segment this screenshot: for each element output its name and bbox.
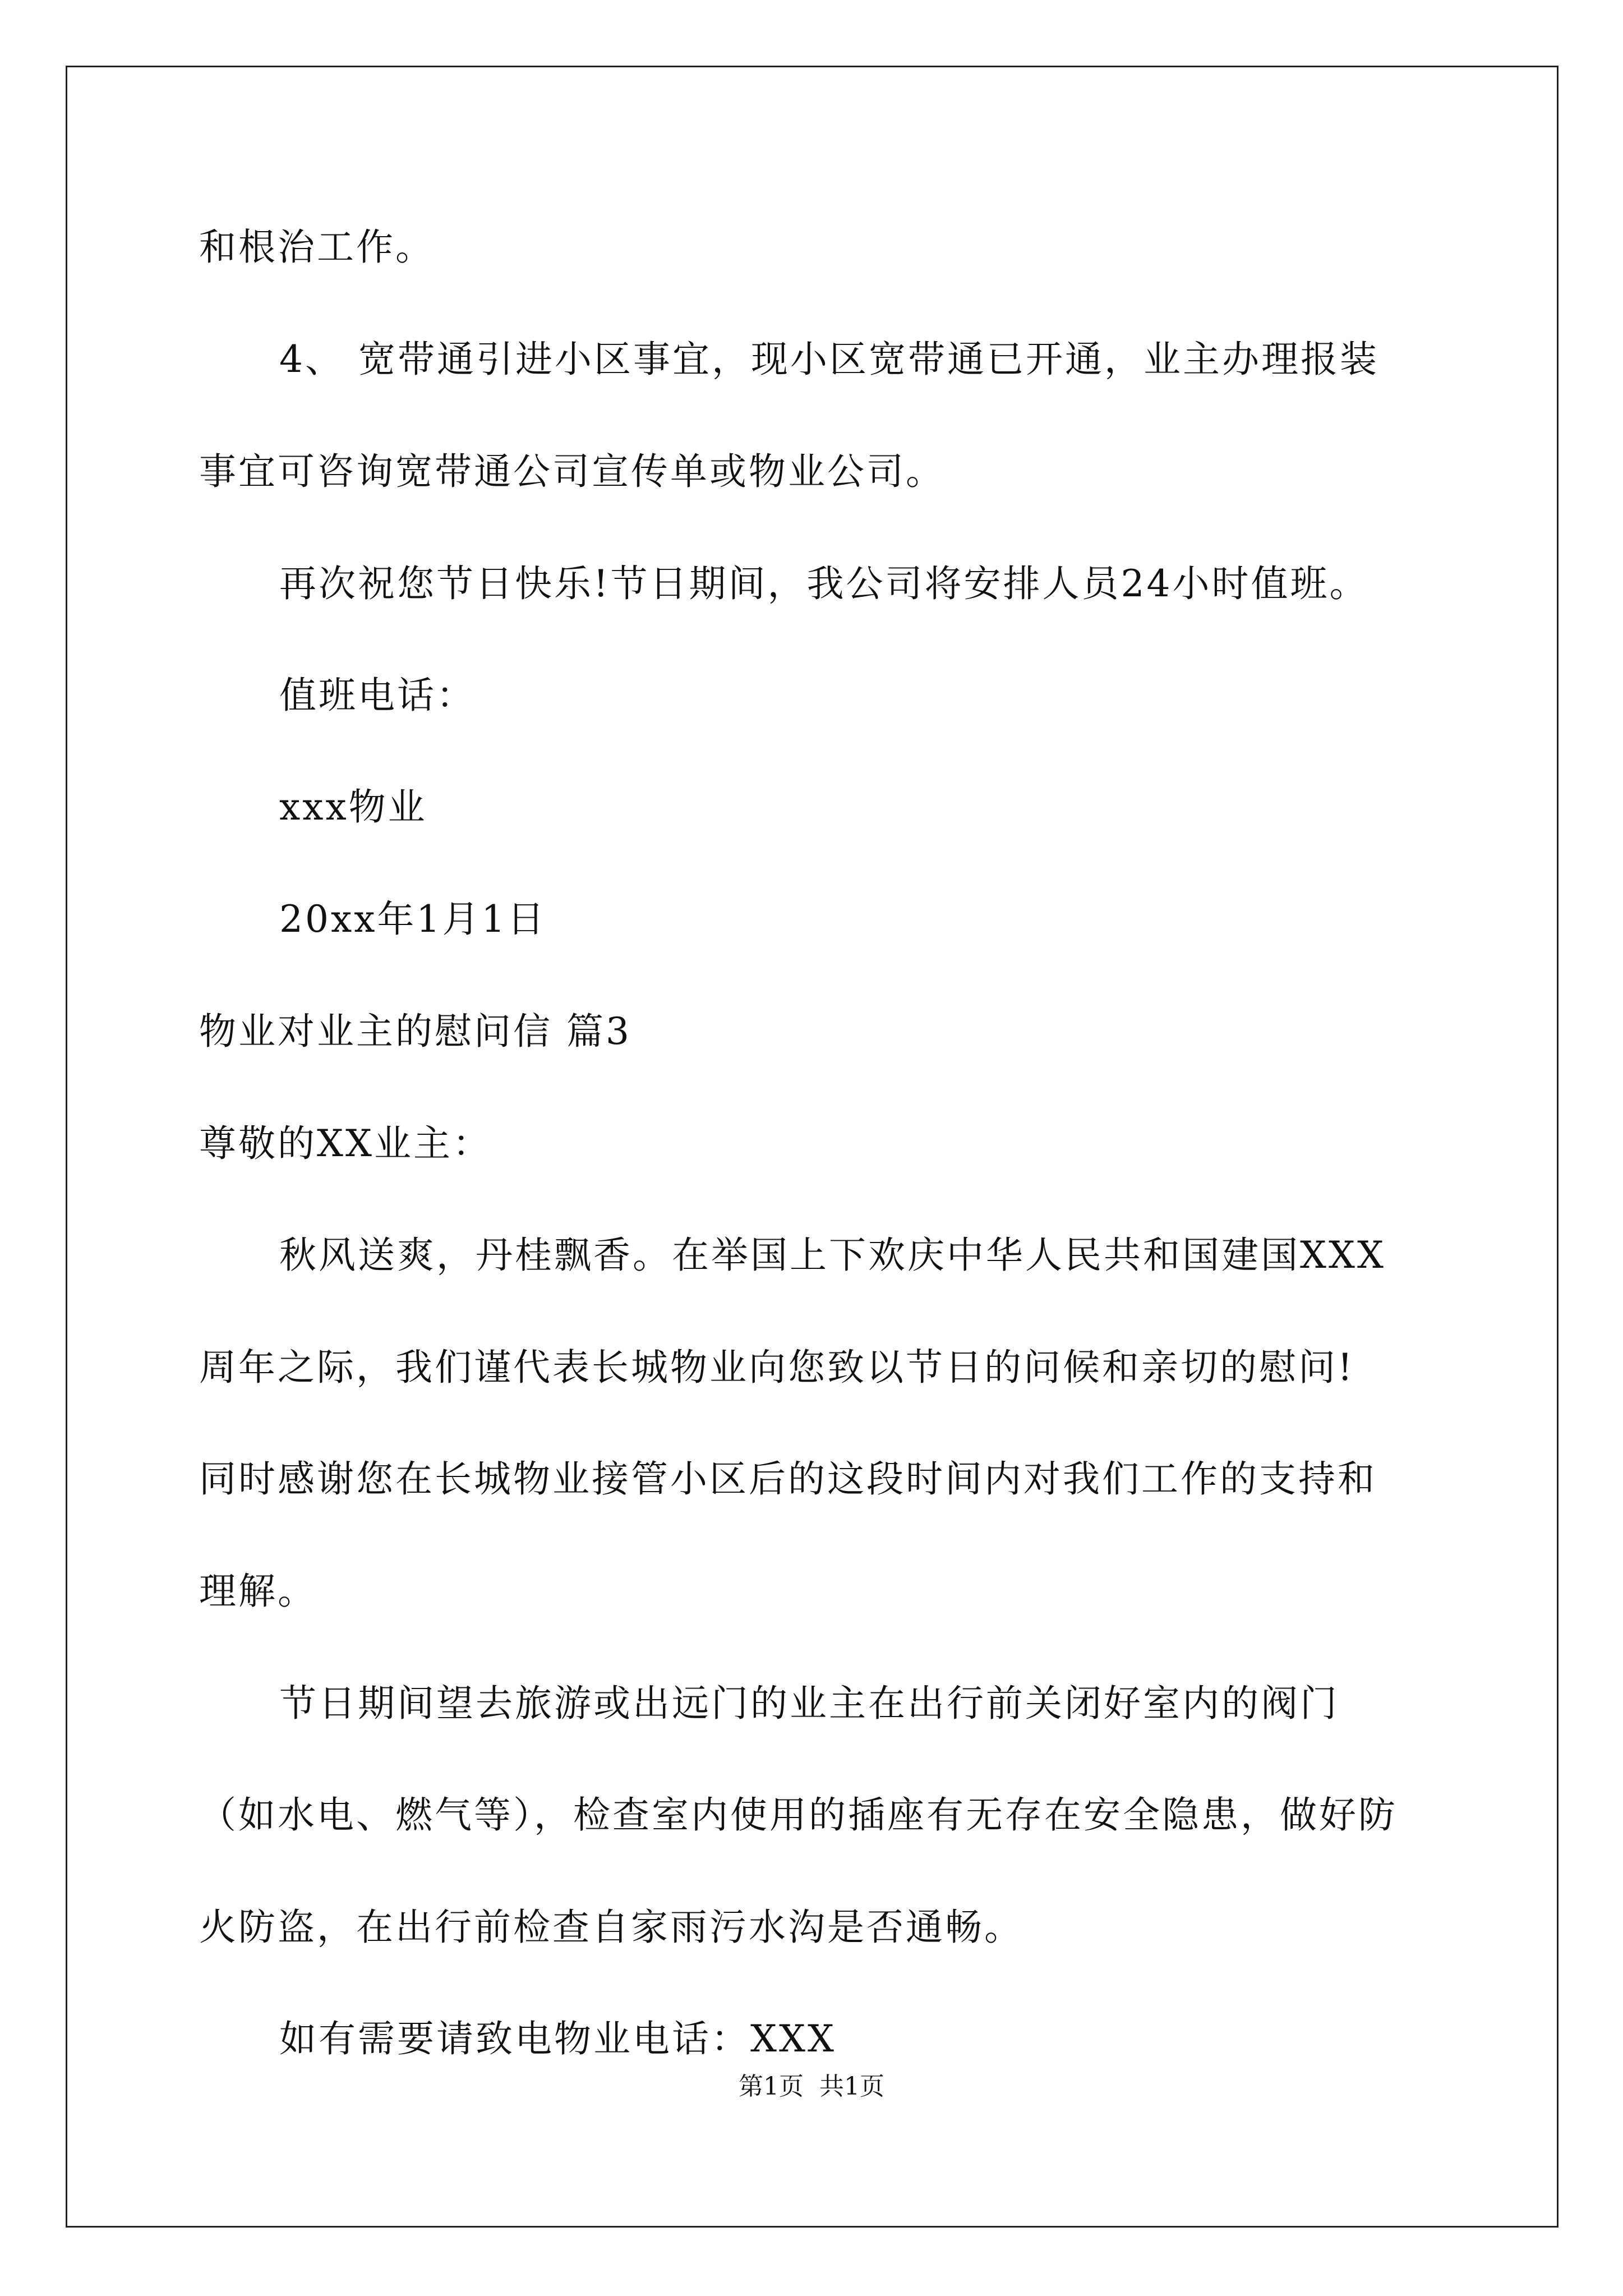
text-line-5: 值班电话： (279, 674, 476, 717)
text-line-1: 和根治工作。 (199, 226, 435, 269)
text-line-14: 节日期间望去旅游或出远门的业主在出行前关闭好室内的阀门 (279, 1682, 1339, 1725)
text-line-17: 如有需要请致电物业电话：XXX (279, 2017, 836, 2060)
section-heading: 物业对业主的慰问信 篇3 (199, 1010, 631, 1053)
text-line-2: 4、 宽带通引进小区事宜，现小区宽带通已开通，业主办理报装 (279, 338, 1379, 381)
text-line-15: （如水电、燃气等），检查室内使用的插座有无存在安全隐患，做好防 (199, 1793, 1398, 1837)
text-line-7: 20xx年1月1日 (279, 898, 547, 941)
salutation: 尊敬的XX业主： (199, 1122, 492, 1165)
text-line-3: 事宜可咨询宽带通公司宣传单或物业公司。 (199, 450, 945, 493)
text-line-12: 同时感谢您在长城物业接管小区后的这段时间内对我们工作的支持和 (199, 1457, 1377, 1501)
text-line-16: 火防盗，在出行前检查自家雨污水沟是否通畅。 (199, 1906, 1023, 1949)
text-line-10: 秋风送爽，丹桂飘香。在举国上下欢庆中华人民共和国建国XXX (279, 1234, 1386, 1277)
text-line-6: xxx物业 (279, 785, 427, 829)
text-line-4: 再次祝您节日快乐!节日期间，我公司将安排人员24小时值班。 (279, 562, 1369, 605)
text-line-13: 理解。 (199, 1570, 317, 1613)
page-footer: 第1页 共1页 (739, 2072, 884, 2101)
text-line-11: 周年之际，我们谨代表长城物业向您致以节日的问候和亲切的慰问! (199, 1346, 1355, 1389)
